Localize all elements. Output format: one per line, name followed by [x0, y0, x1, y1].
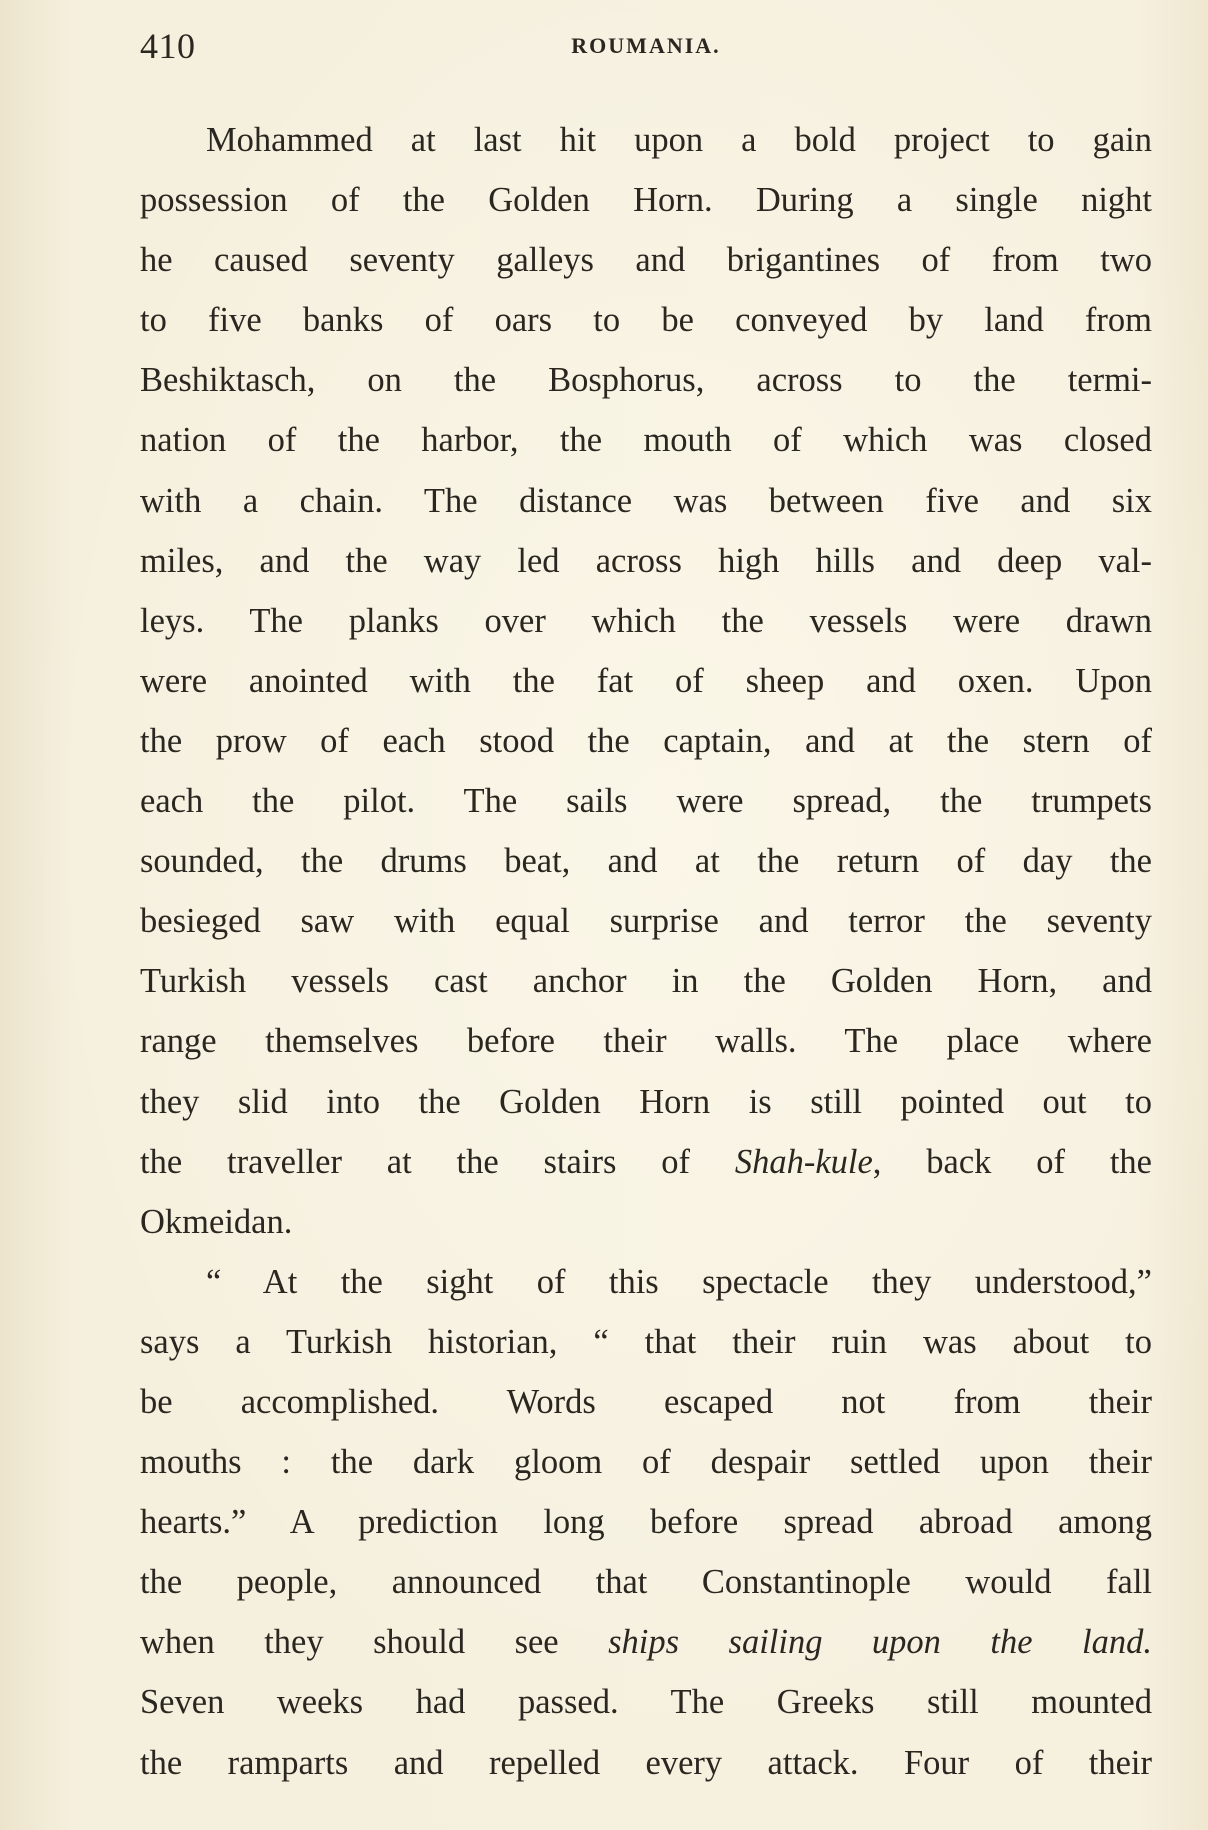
text-line: Seven weeks had passed. The Greeks still mounted	[140, 1683, 1152, 1722]
text-line	[140, 1132, 1152, 1192]
text-segment: , back of the	[872, 1142, 1152, 1181]
text-line: were anointed with the fat of sheep and oxen. Upon	[140, 661, 1152, 700]
text-line: says a Turkish historian, “ that their ruin was about to	[140, 1322, 1152, 1361]
page-header	[140, 22, 1152, 70]
text-segment: when they should see	[140, 1623, 609, 1662]
text-line: they slid into the Golden Horn is still pointed out to	[140, 1082, 1152, 1121]
text-line: he caused seventy galleys and brigantines of from two	[140, 241, 1152, 280]
text-line: each the pilot. The sails were spread, the trumpets	[140, 782, 1152, 821]
text-line: sounded, the drums beat, and at the return of day the	[140, 842, 1152, 881]
paragraph	[140, 110, 1152, 1252]
text-line: besieged saw with equal surprise and terror the seventy	[140, 902, 1152, 941]
text-line: be accomplished. Words escaped not from their	[140, 1382, 1152, 1421]
text-line: Mohammed at last hit upon a bold project to gain	[206, 121, 1152, 159]
text-line: the prow of each stood the captain, and at the stern of	[140, 721, 1152, 760]
text-line: Beshiktasch, on the Bosphorus, across to the termi-	[140, 361, 1152, 400]
page-number: 410	[140, 26, 196, 66]
text-line: leys. The planks over which the vessels were drawn	[140, 601, 1152, 640]
text-line: to five banks of oars to be conveyed by land from	[140, 301, 1152, 340]
text-line: mouths : the dark gloom of despair settled upon their	[140, 1443, 1152, 1482]
text-line: Turkish vessels cast anchor in the Golden Horn, and	[140, 962, 1152, 1001]
italic-phrase: ships sailing upon the land.	[608, 1623, 1152, 1662]
text-line: with a chain. The distance was between five and six	[140, 481, 1152, 520]
text-line	[140, 1612, 1152, 1672]
paragraph	[140, 1252, 1152, 1793]
text-line: “ At the sight of this spectacle they understood,”	[206, 1262, 1152, 1301]
text-line: range themselves before their walls. The place where	[140, 1022, 1152, 1061]
text-segment: the traveller at the stairs of	[140, 1142, 735, 1181]
text-line: miles, and the way led across high hills and deep val-	[140, 541, 1152, 580]
text-line: Okmeidan.	[140, 1202, 293, 1241]
text-line: the people, announced that Constantinople would fall	[140, 1563, 1152, 1602]
text-line: possession of the Golden Horn. During a single night	[140, 181, 1152, 220]
text-line: hearts.” A prediction long before spread abroad among	[140, 1503, 1152, 1542]
italic-place-name: Shah-kule	[734, 1142, 873, 1181]
text-line: nation of the harbor, the mouth of which was closed	[140, 421, 1152, 460]
body-text	[140, 110, 1152, 1793]
text-line: the ramparts and repelled every attack. Four of their	[140, 1743, 1152, 1782]
running-head: ROUMANIA.	[571, 33, 721, 58]
